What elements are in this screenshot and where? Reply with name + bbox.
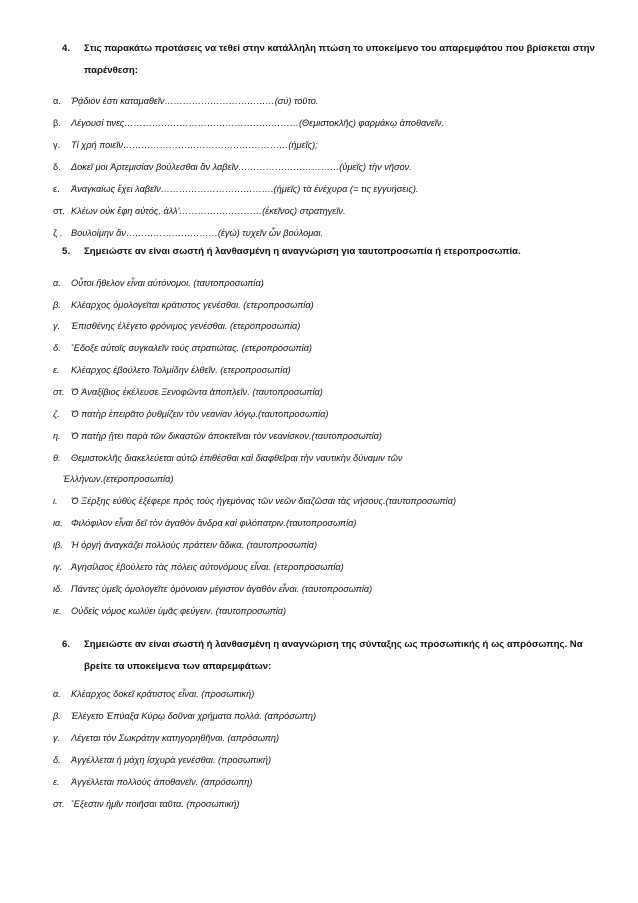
item-text: Πάντες ὑμεῖς ὁμολογεῖτε ὁμόνοιαν μέγιστον ἀγαθὸν εἶναι. (ταυτοπροσωπία): [71, 584, 373, 594]
list-item: [53, 561, 344, 573]
item-label: α.: [53, 689, 61, 699]
item-label: ε.: [53, 184, 60, 194]
item-text: Δοκεῖ μοι Ἀρτεμισίαν βούλεσθαι ἂν λαβεῖν……………………………(ὑμεῖς) τὴν νῆσον.: [71, 162, 412, 172]
question-text: Σημειώστε αν είναι σωστή ή λανθασμένη η αναγνώριση της σύνταξης ως προσωπικής ή ως απρόσωπης. Να βρείτε τα υποκείμενα των απαρεμφάτων:: [84, 639, 583, 672]
question-number: 4.: [62, 43, 71, 54]
list-item-continuation: Ἑλλήνων.(ετεροπροσωπία): [63, 474, 174, 484]
list-item: [53, 342, 312, 354]
item-text: Ἀγησίλαος ἐβούλετο τὰς πόλεις αὐτονόμους εἶναι. (ετεροπροσωπία): [71, 562, 344, 572]
question-5-heading: [62, 241, 602, 263]
item-label: θ.: [53, 453, 61, 463]
list-item: [53, 754, 271, 766]
item-text: Ἀγγέλλεται ἡ μάχη ἰσχυρὰ γενέσθαι. (προσωπική): [71, 755, 272, 765]
item-text: Κλέαρχος ὁμολογεῖται κράτιστος γενέσθαι. (ετεροπροσωπία): [71, 300, 314, 310]
item-label: ιβ.: [53, 540, 63, 550]
list-item: [53, 408, 328, 420]
item-label: ζ .: [53, 228, 63, 238]
list-item: [53, 364, 291, 376]
item-text: Λέγουσί τινες…………………………………………………(Θεμιστοκλῆς) φαρμάκῳ ἀποθανεῖν.: [71, 118, 445, 128]
item-text: Οὗτοι ἤθελον εἶναι αὐτόνομοι. (ταυτοπροσωπία): [71, 278, 264, 288]
question-4-heading: [62, 38, 602, 82]
item-label: ια.: [53, 518, 63, 528]
item-label: ε.: [53, 365, 60, 375]
item-text: Ἐπισθένης ἐλέγετο φρόνιμος γενέσθαι. (ετεροπροσωπία): [71, 321, 301, 331]
item-label: στ.: [53, 206, 65, 216]
item-text: Ὁ πατὴρ ἐπειρᾶτο ῥυθμίζειν τὸν νεανίαν λόγῳ.(ταυτοπροσωπία): [71, 409, 329, 419]
list-item: [53, 430, 382, 442]
item-label: η.: [53, 431, 61, 441]
item-label: δ.: [53, 343, 61, 353]
list-item: [53, 320, 300, 332]
list-item: [53, 299, 314, 311]
item-text: Κλέων οὐκ ἔφη αὐτός, ἀλλ'………………………(ἐκεῖνος) στρατηγεῖν.: [71, 206, 346, 216]
item-text: Λέγεται τὸν Σωκράτην κατηγορηθῆναι. (απρόσωπη): [71, 733, 280, 743]
item-label: στ.: [53, 387, 65, 397]
list-item: [53, 539, 317, 551]
item-label: δ.: [53, 162, 61, 172]
list-item: [53, 227, 323, 239]
item-text: Ὁ Ξέρξης εὐθὺς ἐξέφερε πρὸς τοὺς ἡγεμόνας τῶν νεῶν διαζῶσαι τὰς νήσους.(ταυτοπροσωπία): [71, 496, 457, 506]
question-number: 5.: [62, 246, 71, 257]
list-item: [53, 776, 252, 788]
item-text: Ῥᾴδιόν ἐστι καταμαθεῖν………………………………(σύ) τοῦτο.: [71, 96, 319, 106]
item-text: Τί χρή ποιεῖν………………………………………………(ἡμεῖς);: [71, 140, 318, 150]
item-text: Θεμιστοκλῆς διακελεύεται αὐτῷ ἐπιθέσθαι καὶ διαφθεῖραι τὴν ναυτικὴν δύναμιν τῶν: [71, 453, 403, 463]
item-label: γ.: [53, 140, 61, 150]
list-item: [53, 161, 412, 173]
item-label: ιγ.: [53, 562, 63, 572]
list-item: [53, 277, 264, 289]
item-text: Κλέαρχος ἐβούλετο Τολμίδην ἐλθεῖν. (ετεροπροσωπία): [71, 365, 291, 375]
item-label: γ.: [53, 733, 61, 743]
list-item: [53, 517, 356, 529]
list-item: [53, 710, 316, 722]
list-item: [53, 183, 418, 195]
item-text: Ἔδοξε αὐτοῖς συγκαλεῖν τούς στρατιώτας. (ετεροπροσωπία): [71, 343, 312, 353]
item-text: Ἐλέγετο Ἐπύαξα Κύρῳ δοῦναι χρήματα πολλά. (απρόσωπη): [71, 711, 317, 721]
item-label: στ.: [53, 799, 65, 809]
item-text: Κλέαρχος δοκεῖ κράτιστος εἶναι. (προσωπική): [71, 689, 255, 699]
item-label: α.: [53, 96, 61, 106]
item-text: Ἀναγκαίως ἔχει λαβεῖν……………………………….(ἡμεῖς) τὰ ἐνέχυρα (= τις εγγυήσεις).: [71, 184, 419, 194]
item-text: Βουλοίμην ἄν…………………………(ἐγώ) τυχεῖν ὧν βούλομαι.: [71, 228, 324, 238]
question-number: 6.: [62, 639, 71, 650]
item-text: Ἔξεστιν ἡμῖν ποιῆσαι ταῦτα. (προσωπική): [71, 799, 240, 809]
item-text: Ἡ ὀργή ἀναγκάζει πολλοὺς πράττειν ἄδικα. (ταυτοπροσωπία): [71, 540, 318, 550]
list-item: [53, 95, 318, 107]
item-label: γ.: [53, 321, 61, 331]
item-text: Ὁ Ἀναξίβιος ἐκέλευσε Ξενοφῶντα ἀποπλεῖν. (ταυτοπροσωπία): [71, 387, 323, 397]
item-label: ιδ.: [53, 584, 63, 594]
item-label: ε.: [53, 777, 60, 787]
item-text: Φιλόφιλον εἶναι δεῖ τὸν ἀγαθὸν ἄνδρα καὶ φιλόπατριν.(ταυτοπροσωπία): [71, 518, 357, 528]
list-item: [53, 605, 286, 617]
list-item: [53, 495, 456, 507]
question-6-heading: [62, 634, 602, 678]
list-item: [53, 139, 318, 151]
list-item: [53, 732, 279, 744]
question-text: Στις παρακάτω προτάσεις να τεθεί στην κατάλληλη πτώση το υποκείμενο του απαρεμφάτου που βρίσκεται στην παρένθεση:: [84, 43, 595, 76]
item-label: β.: [53, 711, 61, 721]
item-label: α.: [53, 278, 61, 288]
item-label: β.: [53, 118, 61, 128]
item-text: Οὐδεὶς νόμος κωλύει ὑμᾶς φεύγειν. (ταυτοπροσωπία): [71, 606, 287, 616]
list-item: [53, 205, 346, 217]
list-item: [53, 452, 402, 464]
item-label: β.: [53, 300, 61, 310]
item-label: ζ.: [53, 409, 60, 419]
item-text: Ὁ πατὴρ ᾔτει παρὰ τῶν δικαστῶν ἀποκτεῖναι τὸν νεανίσκον.(ταυτοπροσωπία): [71, 431, 382, 441]
question-text: Σημειώστε αν είναι σωστή ή λανθασμένη η αναγνώριση για ταυτοπροσωπία ή ετεροπροσωπία.: [84, 246, 521, 257]
item-text: Ἀγγέλλεται πολλοὺς ἀποθανεῖν. (απρόσωπη): [71, 777, 253, 787]
item-label: δ.: [53, 755, 61, 765]
list-item: [53, 798, 239, 810]
item-label: ιε.: [53, 606, 62, 616]
list-item: [53, 688, 254, 700]
list-item: [53, 583, 372, 595]
item-label: ι.: [53, 496, 58, 506]
list-item: [53, 117, 444, 129]
list-item: [53, 386, 323, 398]
